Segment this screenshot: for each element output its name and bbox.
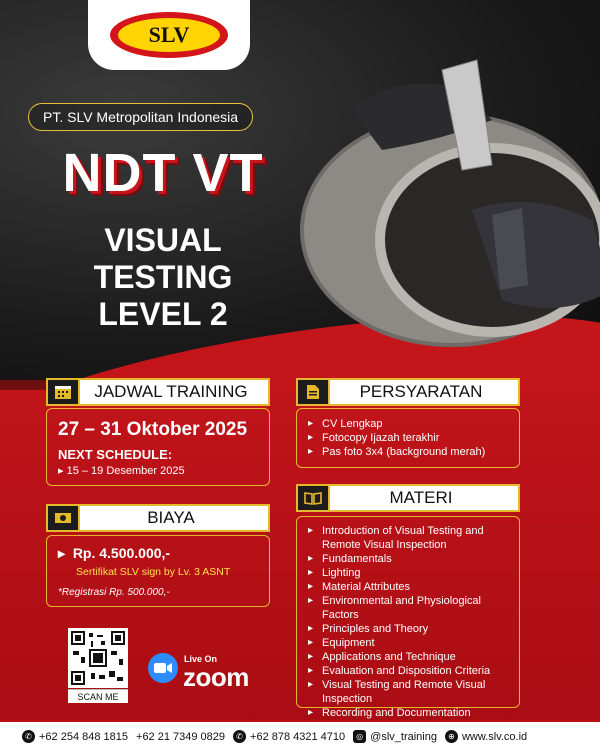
document-icon — [296, 378, 330, 406]
next-schedule-label: NEXT SCHEDULE: — [58, 447, 173, 462]
list-item: ▸ Fundamentals — [308, 552, 518, 566]
materi-header — [296, 484, 520, 512]
slv-logo — [88, 0, 250, 70]
materi-list — [308, 524, 518, 720]
list-item: ▸ Environmental and Physiological Factors — [308, 594, 518, 622]
title-line-level: LEVEL 2 — [98, 296, 228, 332]
instagram-handle[interactable]: @slv_training — [370, 730, 437, 743]
persyaratan-title: PERSYARATAN — [359, 382, 483, 401]
course-title: NDT VT — [62, 143, 264, 203]
list-item: ▸ Lighting — [308, 566, 518, 580]
list-item: ▸ Principles and Theory — [308, 622, 518, 636]
website-link[interactable]: www.slv.co.id — [461, 730, 528, 743]
phone-number-2[interactable]: +62 21 7349 0829 — [136, 730, 226, 743]
jadwal-title: JADWAL TRAINING — [94, 382, 248, 401]
company-name: PT. SLV Metropolitan Indonesia — [28, 103, 253, 131]
phone-icon: ✆ — [22, 730, 35, 743]
instagram-icon: ◎ — [353, 730, 366, 743]
title-line-testing: TESTING — [93, 259, 233, 295]
footer-contacts — [0, 722, 600, 751]
list-item: ▸ Visual Testing and Remote Visual Inspection — [308, 678, 518, 706]
whatsapp-icon: ✆ — [233, 730, 246, 743]
next-schedule-date: ▸ 15 – 19 Desember 2025 — [58, 465, 185, 477]
list-item: ▸ Recording and Documentation — [308, 706, 518, 720]
training-date: 27 – 31 Oktober 2025 — [58, 419, 248, 440]
list-item: ▸ Equipment — [308, 636, 518, 650]
persyaratan-header — [296, 378, 520, 406]
list-item: ▸ CV Lengkap — [308, 417, 518, 431]
materi-title: MATERI — [389, 488, 453, 507]
registration-fee: *Registrasi Rp. 500.000,- — [58, 587, 170, 598]
list-item: ▸ Fotocopy Ijazah terakhir — [308, 431, 518, 445]
zoom-icon — [148, 653, 178, 683]
zoom-brand: zoom — [183, 662, 249, 692]
persyaratan-list — [308, 417, 518, 459]
list-item: ▸ Pas foto 3x4 (background merah) — [308, 445, 518, 459]
title-line-visual: VISUAL — [104, 222, 222, 258]
whatsapp-number[interactable]: +62 878 4321 4710 — [250, 730, 346, 743]
biaya-header — [46, 504, 270, 532]
next-schedule-date-text: 15 – 19 Desember 2025 — [66, 465, 185, 477]
biaya-title: BIAYA — [147, 508, 195, 527]
qr-code[interactable] — [68, 628, 128, 688]
logo-text: SLV — [118, 18, 220, 52]
scan-me-label: SCAN ME — [68, 689, 128, 703]
list-item: ▸ Material Attributes — [308, 580, 518, 594]
list-item: ▸ Evaluation and Disposition Criteria — [308, 664, 518, 678]
list-item: ▸ Applications and Technique — [308, 650, 518, 664]
globe-icon: ⊕ — [445, 730, 458, 743]
calendar-icon — [46, 378, 80, 406]
price: ▸ Rp. 4.500.000,- — [58, 545, 171, 561]
book-icon — [296, 484, 330, 512]
live-on-label: Live On — [184, 654, 218, 664]
certificate-note: Sertifikat SLV sign by Lv. 3 ASNT — [76, 566, 231, 578]
phone-number-1[interactable]: +62 254 848 1815 — [39, 730, 129, 743]
list-item: ▸ Introduction of Visual Testing and Remote Visual Inspection — [308, 524, 518, 552]
pipe-inspection-photo — [292, 50, 600, 380]
money-icon — [46, 504, 80, 532]
jadwal-header — [46, 378, 270, 406]
price-text: Rp. 4.500.000,- — [72, 545, 171, 561]
